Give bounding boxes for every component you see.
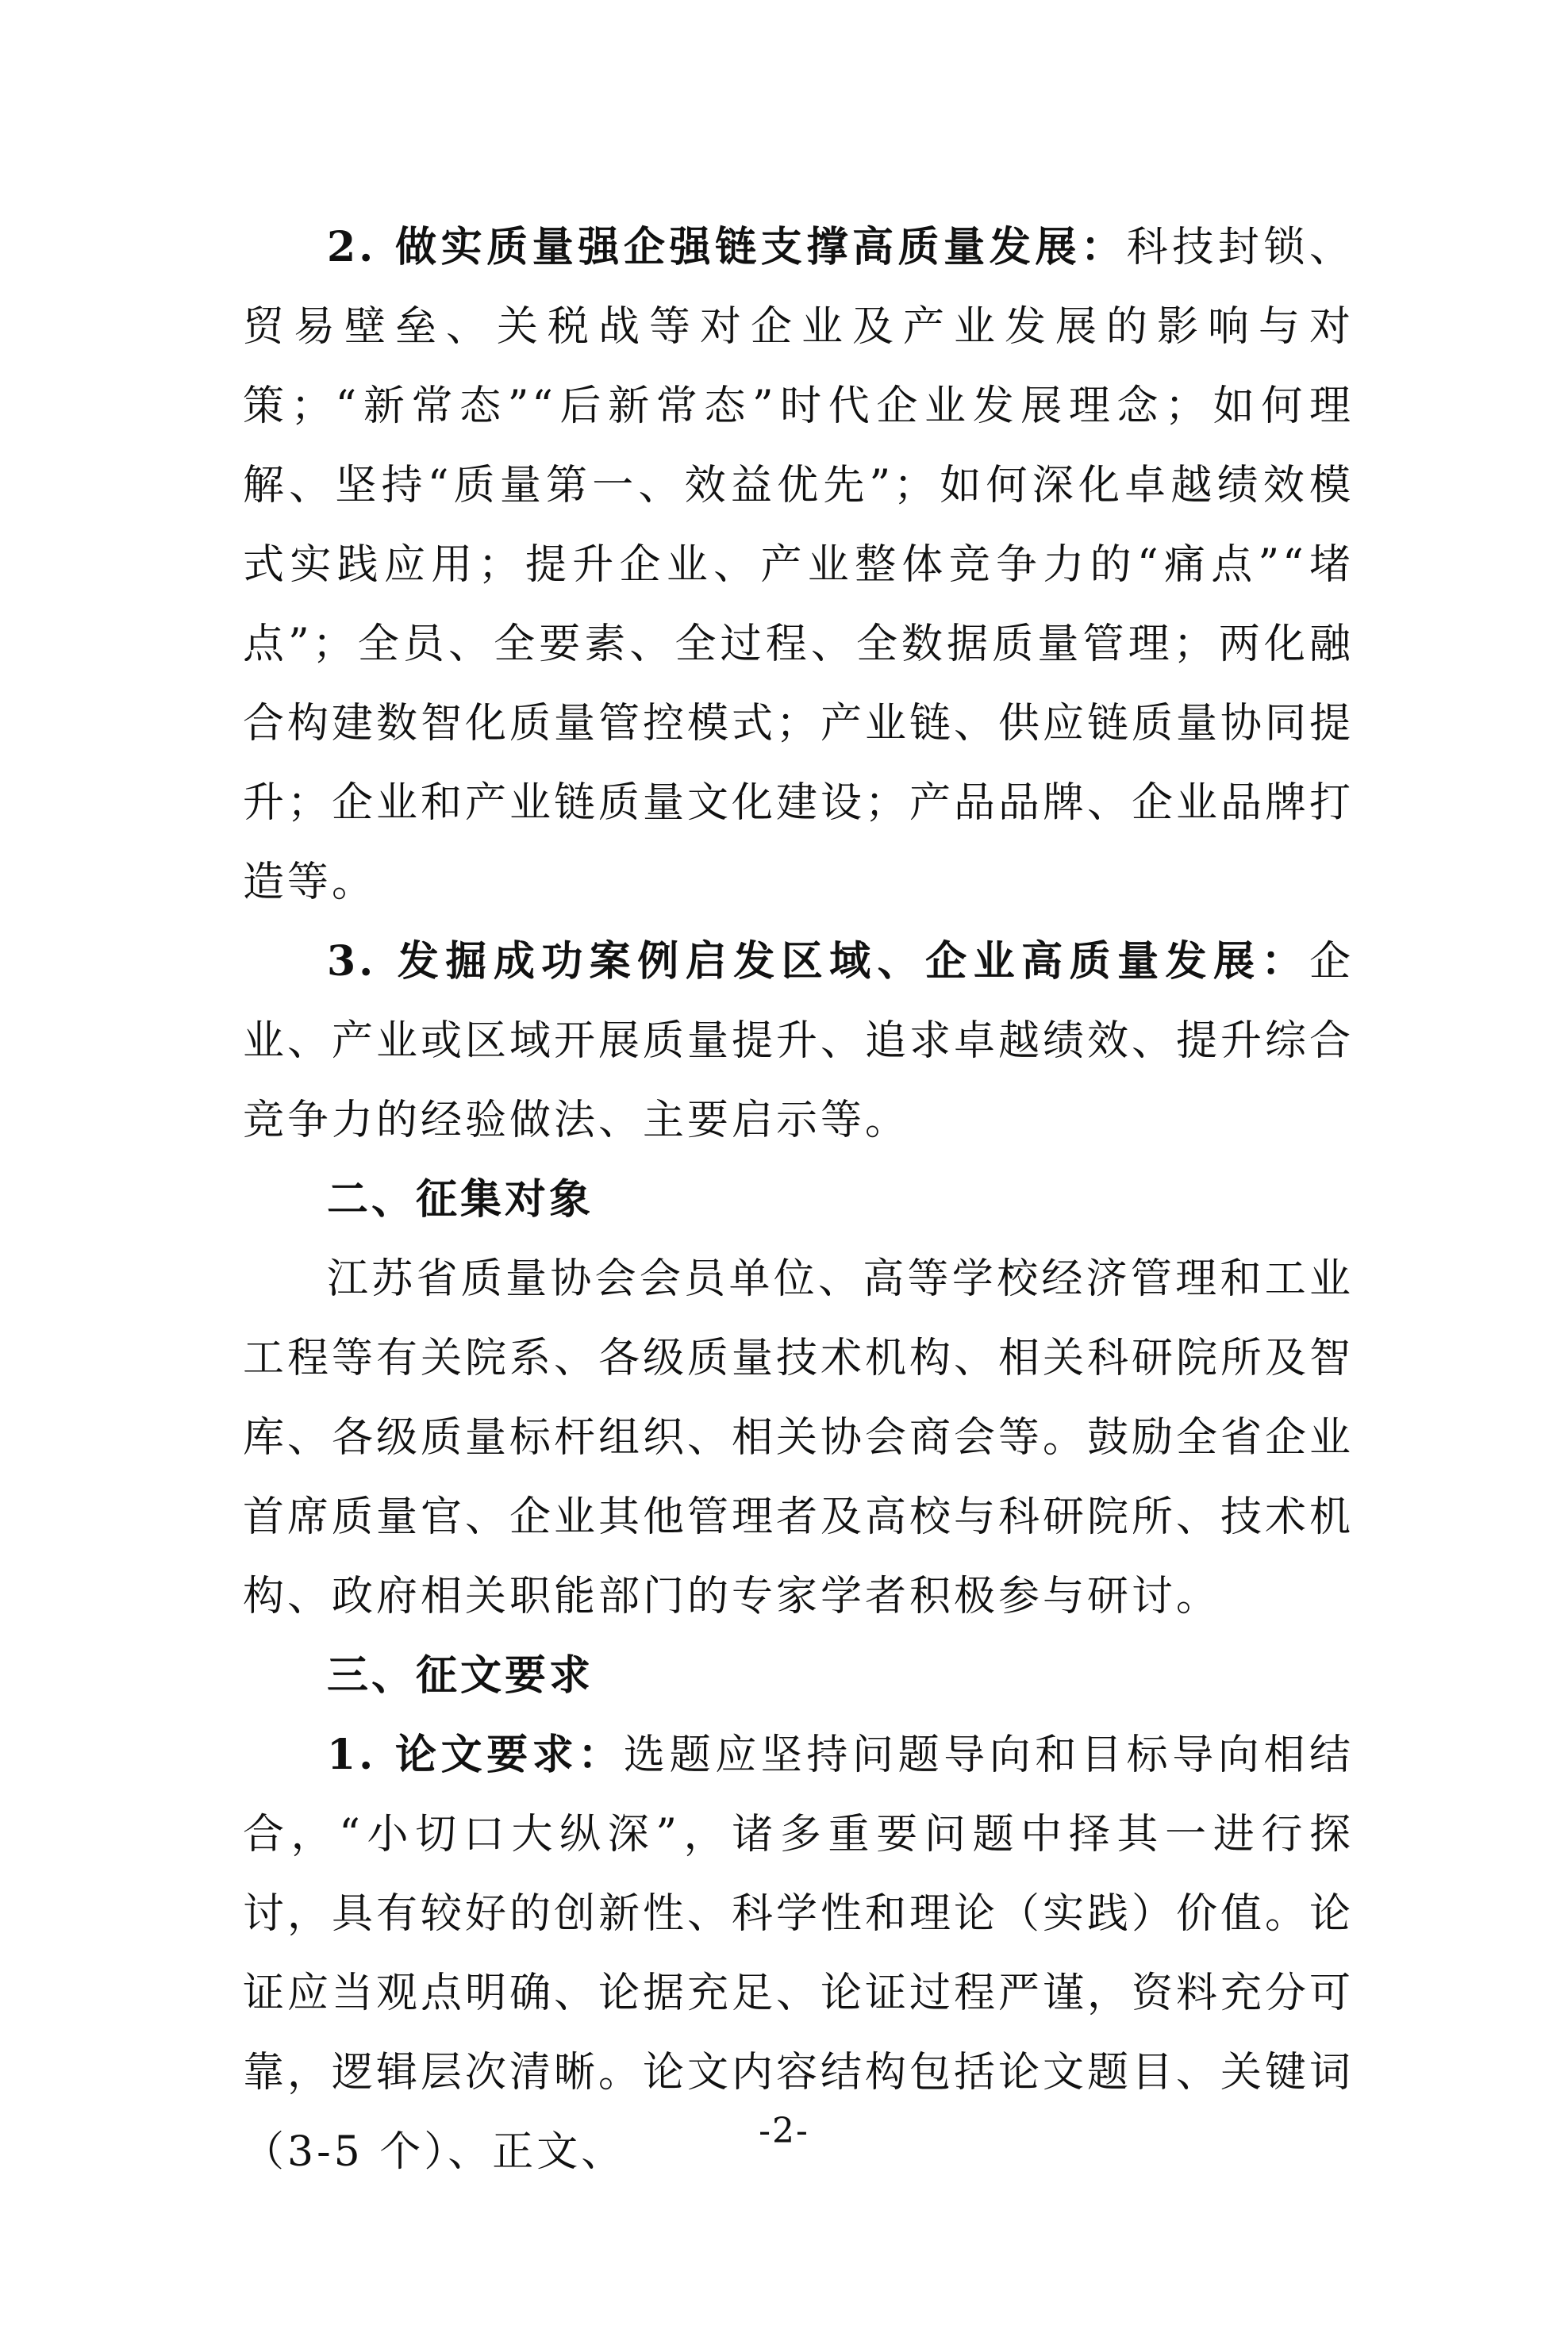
paragraph-targets: 江苏省质量协会会员单位、高等学校经济管理和工业工程等有关院系、各级质量技术机构、相关科研院所及智库、各级质量标杆组织、相关协会商会等。鼓励全省企业首席质量官、企业其他管理者及高校与科研院所、技术机构、政府相关职能部门的专家学者积极参与研讨。 (243, 1255, 1355, 1620)
paragraph-text: 企业、产业或区域开展质量提升、追求卓越绩效、提升综合竞争力的经验做法、主要启示等。 (243, 938, 1355, 1144)
paragraph-text: 选题应坚持问题导向和目标导向相结合，“小切口大纵深”，诸多重要问题中择其一进行探讨，具有较好的创新性、科学性和理论（实践）价值。论证应当观点明确、论据充足、论证过程严谨，资料充分可靠，逻辑层次清晰。论文内容结构包括论文题目、关键词（3-5 个）、正文、 (243, 1731, 1355, 2176)
paragraph-text: 科技封锁、贸易壁垒、关税战等对企业及产业发展的影响与对策；“新常态”“后新常态”时代企业发展理念；如何理解、坚持“质量第一、效益优先”；如何深化卓越绩效模式实践应用；提升企业、产业整体竞争力的“痛点”“堵点”；全员、全要素、全过程、全数据质量管理；两化融合构建数智化质量管控模式；产业链、供应链质量协同提升；企业和产业链质量文化建设；产品品牌、企业品牌打造等。 (243, 224, 1355, 906)
page-number: -2- (759, 2111, 809, 2151)
paragraph-lead: 3. 发掘成功案例启发区域、企业高质量发展： (327, 937, 1309, 986)
paragraph-lead: 2. 做实质量强企强链支撑高质量发展： (327, 223, 1127, 271)
section-heading-targets: 二、征集对象 (327, 1175, 594, 1224)
paragraph-quality-enterprise (243, 208, 1354, 922)
section-heading-requirements: 三、征文要求 (327, 1651, 594, 1700)
paragraph-success-cases (243, 922, 1354, 1160)
paragraph-lead: 1. 论文要求： (327, 1731, 624, 1779)
document-body (243, 208, 1354, 2192)
